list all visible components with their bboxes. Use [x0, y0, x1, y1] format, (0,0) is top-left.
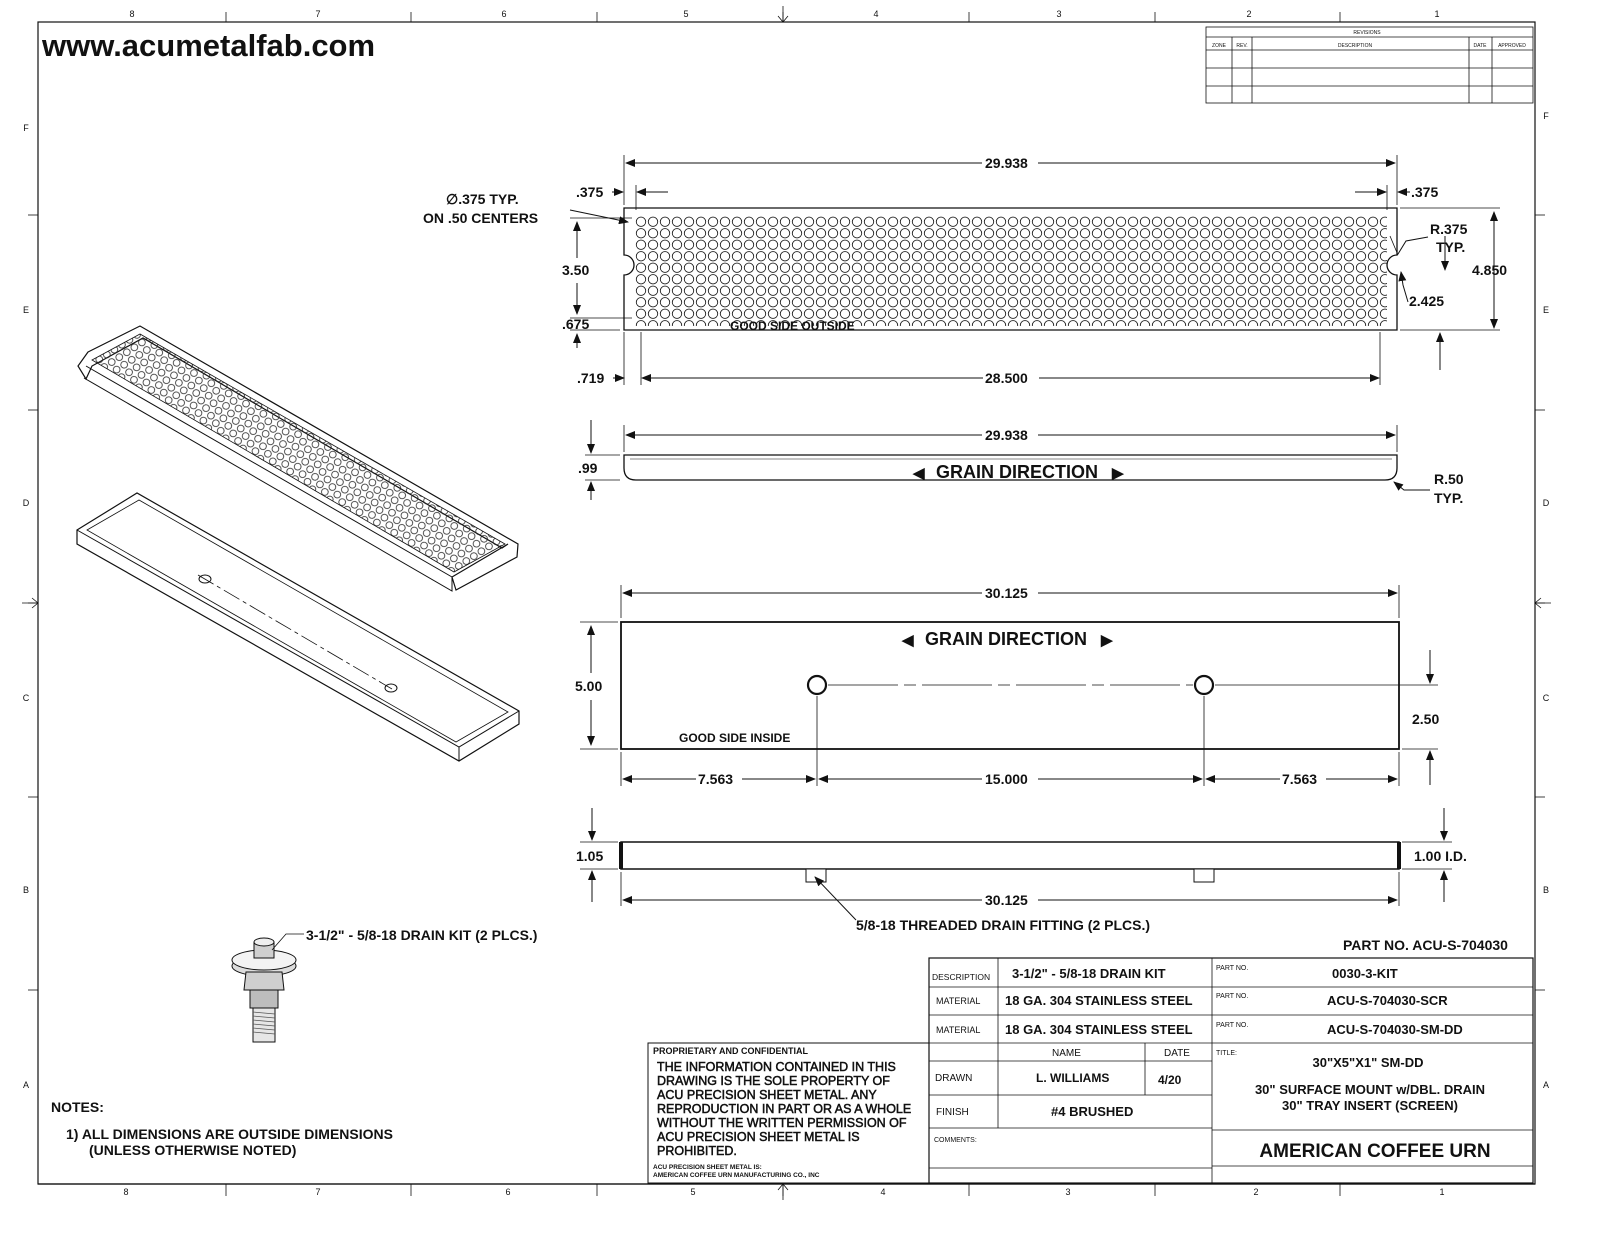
notes-line-1: 1) ALL DIMENSIONS ARE OUTSIDE DIMENSIONS	[66, 1126, 393, 1142]
zone-row-A: A	[22, 1080, 30, 1090]
finish-label: FINISH	[936, 1107, 969, 1118]
zone-row-D-right: D	[1542, 498, 1550, 508]
grain-direction-label: GRAIN DIRECTION	[936, 462, 1098, 482]
notes-line-2: (UNLESS OTHERWISE NOTED)	[89, 1142, 297, 1158]
drain-kit-fitting	[232, 938, 296, 1042]
acu-line-1: ACU PRECISION SHEET METAL IS:	[653, 1164, 762, 1171]
notes-heading: NOTES:	[51, 1099, 104, 1115]
dim-hole-field-height: 3.50	[562, 262, 590, 278]
dim-inner-depth: 1.00 I.D.	[1414, 848, 1467, 864]
material-value-2: 18 GA. 304 STAINLESS STEEL	[1005, 1022, 1193, 1037]
title-label: TITLE:	[1216, 1050, 1238, 1057]
rev-header-date: DATE	[1473, 43, 1487, 49]
screen-top-view	[624, 208, 1397, 330]
dim-end-offset-left: .375	[576, 184, 604, 200]
title-line-3: 30" TRAY INSERT (SCREEN)	[1282, 1098, 1458, 1113]
date-header: DATE	[1164, 1048, 1190, 1059]
zone-col-8: 8	[129, 9, 135, 19]
dim-tray-side-length: 30.125	[985, 892, 1028, 908]
material-label-2: MATERIAL	[936, 1025, 981, 1035]
drawn-label: DRAWN	[935, 1073, 973, 1084]
zone-col-7: 7	[315, 9, 321, 19]
rev-header-rev: REV.	[1236, 43, 1248, 49]
drain-fitting-note: 5/8-18 THREADED DRAIN FITTING (2 PLCS.)	[856, 917, 1151, 933]
dim-hole-note-2: ON .50 CENTERS	[423, 210, 539, 226]
title-block-row-2	[936, 993, 1448, 1008]
proprietary-line-2: DRAWING IS THE SOLE PROPERTY OF	[657, 1074, 890, 1088]
acu-line-2: AMERICAN COFFEE URN MANUFACTURING CO., INC	[653, 1172, 820, 1179]
dim-radius-note-1: R.375	[1430, 221, 1468, 237]
proprietary-line-3: ACU PRECISION SHEET METAL. ANY	[657, 1088, 877, 1102]
part-no-value-1: 0030-3-KIT	[1332, 966, 1398, 981]
website-url[interactable]: www.acumetalfab.com	[42, 28, 376, 63]
revisions-table	[1206, 27, 1533, 103]
dim-side-margin: .719	[577, 370, 605, 386]
main-part-number: PART NO. ACU-S-704030	[1343, 937, 1508, 953]
zone-row-C-right: C	[1542, 693, 1550, 703]
dim-hole-field-length: 28.500	[985, 370, 1028, 386]
material-label-1: MATERIAL	[936, 996, 981, 1006]
zone-col-7-bottom: 7	[315, 1187, 321, 1197]
dim-right-hole: 7.563	[1282, 771, 1318, 787]
zone-col-5: 5	[683, 9, 689, 19]
dim-bottom-margin: .675	[562, 316, 590, 332]
zone-row-E: E	[22, 305, 30, 315]
finish-value: #4 BRUSHED	[1051, 1104, 1134, 1119]
dim-side-height: .99	[578, 460, 598, 476]
company-name: AMERICAN COFFEE URN	[1259, 1141, 1491, 1162]
description-label: DESCRIPTION	[932, 972, 991, 982]
zone-row-F-right: F	[1543, 111, 1549, 121]
dim-notch-location: 2.425	[1409, 293, 1445, 309]
dim-left-hole: 7.563	[698, 771, 734, 787]
zone-col-1: 1	[1434, 9, 1440, 19]
rev-header-zone: ZONE	[1212, 43, 1226, 49]
dim-radius-note-2: TYP.	[1436, 239, 1466, 255]
title-block-row-1	[932, 965, 1398, 982]
dim-hole-note-1: ∅.375 TYP.	[446, 191, 519, 207]
tray-top-view	[580, 585, 1438, 786]
title-line-2: 30" SURFACE MOUNT w/DBL. DRAIN	[1254, 1082, 1486, 1097]
zone-row-F: F	[23, 123, 29, 133]
grain-arrow-left-icon: ◀	[913, 465, 925, 482]
zone-row-B-right: B	[1542, 885, 1550, 895]
dim-tray-height: 1.05	[576, 848, 604, 864]
grain-arrow-right-icon: ▶	[1112, 465, 1124, 482]
zone-col-2: 2	[1246, 9, 1252, 19]
drawn-name: L. WILLIAMS	[1036, 1071, 1110, 1085]
zone-col-6-bottom: 6	[505, 1187, 511, 1197]
zone-row-C: C	[22, 693, 30, 703]
good-side-inside-note: GOOD SIDE INSIDE	[679, 731, 791, 745]
zone-col-4: 4	[873, 9, 879, 19]
zone-col-4-bottom: 4	[880, 1187, 886, 1197]
dim-hole-spacing: 15.000	[985, 771, 1028, 787]
rev-header-description: DESCRIPTION	[1337, 43, 1373, 49]
dim-end-offset-right: .375	[1411, 184, 1439, 200]
zone-col-2-bottom: 2	[1253, 1187, 1259, 1197]
zone-col-6: 6	[501, 9, 507, 19]
zone-col-8-bottom: 8	[123, 1187, 129, 1197]
dim-tray-width: 5.00	[575, 678, 603, 694]
tray-grain-direction-label: GRAIN DIRECTION	[925, 629, 1087, 649]
description-value: 3-1/2" - 5/8-18 DRAIN KIT	[1012, 966, 1166, 981]
dim-screen-width: 4.850	[1472, 262, 1508, 278]
proprietary-heading: PROPRIETARY AND CONFIDENTIAL	[653, 1046, 809, 1056]
title-line-1: 30"X5"X1" SM-DD	[1312, 1055, 1424, 1070]
zone-row-E-right: E	[1542, 305, 1550, 315]
part-no-value-3: ACU-S-704030-SM-DD	[1327, 1022, 1463, 1037]
proprietary-line-6: ACU PRECISION SHEET METAL IS	[657, 1130, 860, 1144]
dim-screen-length: 29.938	[985, 155, 1028, 171]
zone-col-1-bottom: 1	[1439, 1187, 1445, 1197]
zone-col-3-bottom: 3	[1065, 1187, 1071, 1197]
part-no-label-3: PART NO.	[1216, 1022, 1249, 1029]
dim-side-length: 29.938	[985, 427, 1028, 443]
drain-kit-note: 3-1/2" - 5/8-18 DRAIN KIT (2 PLCS.)	[306, 927, 538, 943]
proprietary-line-1: THE INFORMATION CONTAINED IN THIS	[657, 1060, 896, 1074]
proprietary-line-7: PROHIBITED.	[657, 1144, 737, 1158]
comments-label: COMMENTS:	[934, 1137, 977, 1144]
good-side-outside-note: GOOD SIDE OUTSIDE	[730, 319, 855, 333]
name-header: NAME	[1052, 1048, 1081, 1059]
drawn-date: 4/20	[1158, 1073, 1182, 1087]
zone-row-D: D	[22, 498, 30, 508]
part-no-value-2: ACU-S-704030-SCR	[1327, 993, 1448, 1008]
rev-header-approved: APPROVED	[1498, 43, 1526, 49]
zone-row-A-right: A	[1542, 1080, 1550, 1090]
proprietary-line-4: REPRODUCTION IN PART OR AS A WHOLE	[657, 1102, 912, 1116]
tray-grain-arrow-right-icon: ▶	[1101, 632, 1113, 649]
tray-grain-arrow-left-icon: ◀	[902, 632, 914, 649]
zone-col-3: 3	[1056, 9, 1062, 19]
part-no-label-1: PART NO.	[1216, 965, 1249, 972]
part-no-label-2: PART NO.	[1216, 993, 1249, 1000]
title-block-row-3	[936, 1022, 1463, 1037]
material-value-1: 18 GA. 304 STAINLESS STEEL	[1005, 993, 1193, 1008]
dim-side-radius-2: TYP.	[1434, 490, 1464, 506]
dim-hole-offset: 2.50	[1412, 711, 1440, 727]
zone-col-5-bottom: 5	[690, 1187, 696, 1197]
proprietary-line-5: WITHOUT THE WRITTEN PERMISSION OF	[657, 1116, 907, 1130]
zone-row-B: B	[22, 885, 30, 895]
dim-tray-length: 30.125	[985, 585, 1028, 601]
dim-side-radius-1: R.50	[1434, 471, 1464, 487]
revisions-title: REVISIONS	[1353, 30, 1381, 36]
